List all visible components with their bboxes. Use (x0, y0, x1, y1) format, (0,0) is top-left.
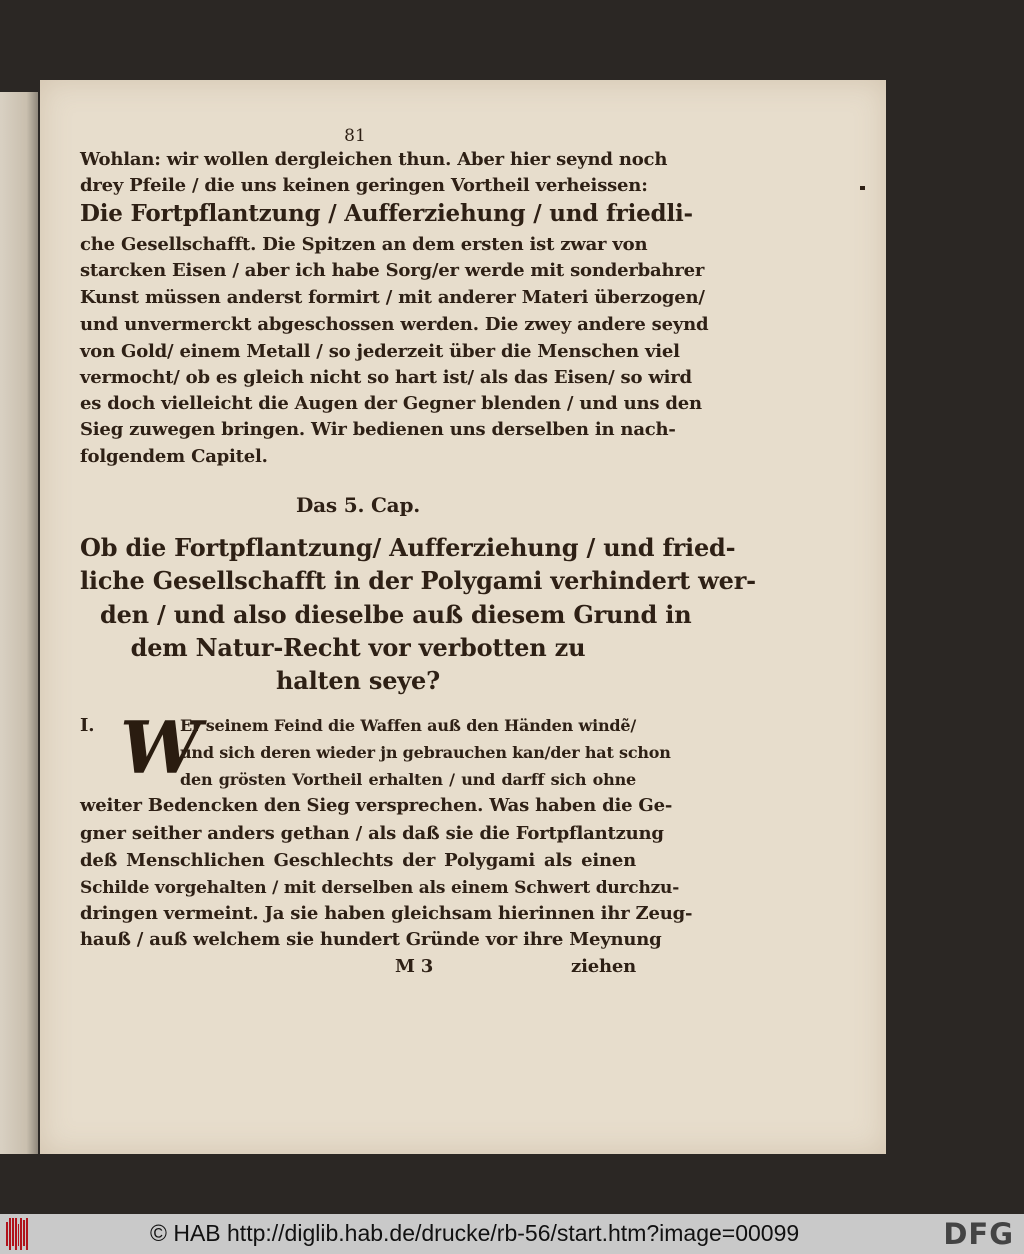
footer-bar (0, 1214, 1024, 1254)
text-line: dringen vermeint. Ja sie haben gleichsam hierinnen ihr Zeug- (80, 903, 693, 924)
text-line: starcken Eisen / aber ich habe Sorg/er werde mit sonderbahrer (80, 260, 705, 281)
text-line: vermocht/ ob es gleich nicht so hart ist/ als das Eisen/ so wird (80, 367, 692, 388)
copyright-url[interactable]: © HAB http://diglib.hab.de/drucke/rb-56/start.htm?image=00099 (150, 1220, 800, 1246)
text-line: Die Fortpflantzung / Aufferziehung / und friedli- (80, 200, 693, 227)
text-line: und sich deren wieder jn gebrauchen kan/der hat schon (180, 743, 671, 762)
text-line: Sieg zuwegen bringen. Wir bedienen uns derselben in nach- (80, 419, 676, 440)
dfg-logo: DFG (943, 1217, 1014, 1251)
chapter-heading: Das 5. Cap. (296, 493, 420, 517)
text-line: che Gesellschafft. Die Spitzen an dem ersten ist zwar von (80, 234, 648, 255)
text-line: den grösten Vortheil erhalten / und darff sich ohne (180, 770, 636, 789)
text-line: drey Pfeile / die uns keinen geringen Vortheil verheissen: (80, 175, 648, 196)
chapter-title-line: liche Gesellschafft in der Polygami verhindert wer- (80, 566, 756, 595)
text-line: Schilde vorgehalten / mit derselben als einem Schwert durchzu- (80, 878, 680, 898)
text-line: gner seither anders gethan / als daß sie die Fortpflantzung (80, 823, 664, 844)
chapter-title-line: halten seye? (276, 666, 440, 695)
text-line: weiter Bedencken den Sieg versprechen. Was haben die Ge- (80, 795, 673, 816)
text-line: folgendem Capitel. (80, 446, 268, 467)
text-line: von Gold/ einem Metall / so jederzeit über die Menschen viel (80, 341, 680, 362)
chapter-title-line: dem Natur-Recht vor verbotten zu (130, 633, 586, 662)
drop-cap: W (120, 705, 201, 790)
text-line: hauß / auß welchem sie hundert Gründe vor ihre Meynung (80, 929, 662, 950)
text-line: Kunst müssen anderst formirt / mit anderer Materi überzogen/ (80, 287, 705, 308)
text-line: deß Menschlichen Geschlechts der Polygami als einen (80, 850, 636, 871)
text-line: und unvermerckt abgeschossen werden. Die zwey andere seynd (80, 314, 709, 335)
text-line: es doch vielleicht die Augen der Gegner blenden / und uns den (80, 393, 702, 414)
text-line: Wohlan: wir wollen dergleichen thun. Aber hier seynd noch (80, 149, 668, 170)
paragraph-number: I. (80, 715, 95, 736)
text-line: Er seinem Feind die Waffen auß den Händen windẽ/ (180, 716, 636, 735)
adjacent-page-edge (0, 92, 38, 1154)
catchword: ziehen (571, 956, 636, 977)
page-number: 81 (344, 126, 366, 146)
chapter-title-line: den / und also dieselbe auß diesem Grund in (100, 600, 692, 629)
hab-logo-icon (6, 1218, 28, 1250)
margin-mark (860, 186, 865, 190)
signature-mark: M 3 (395, 956, 434, 977)
chapter-title-line: Ob die Fortpflantzung/ Aufferziehung / und fried- (80, 533, 736, 562)
